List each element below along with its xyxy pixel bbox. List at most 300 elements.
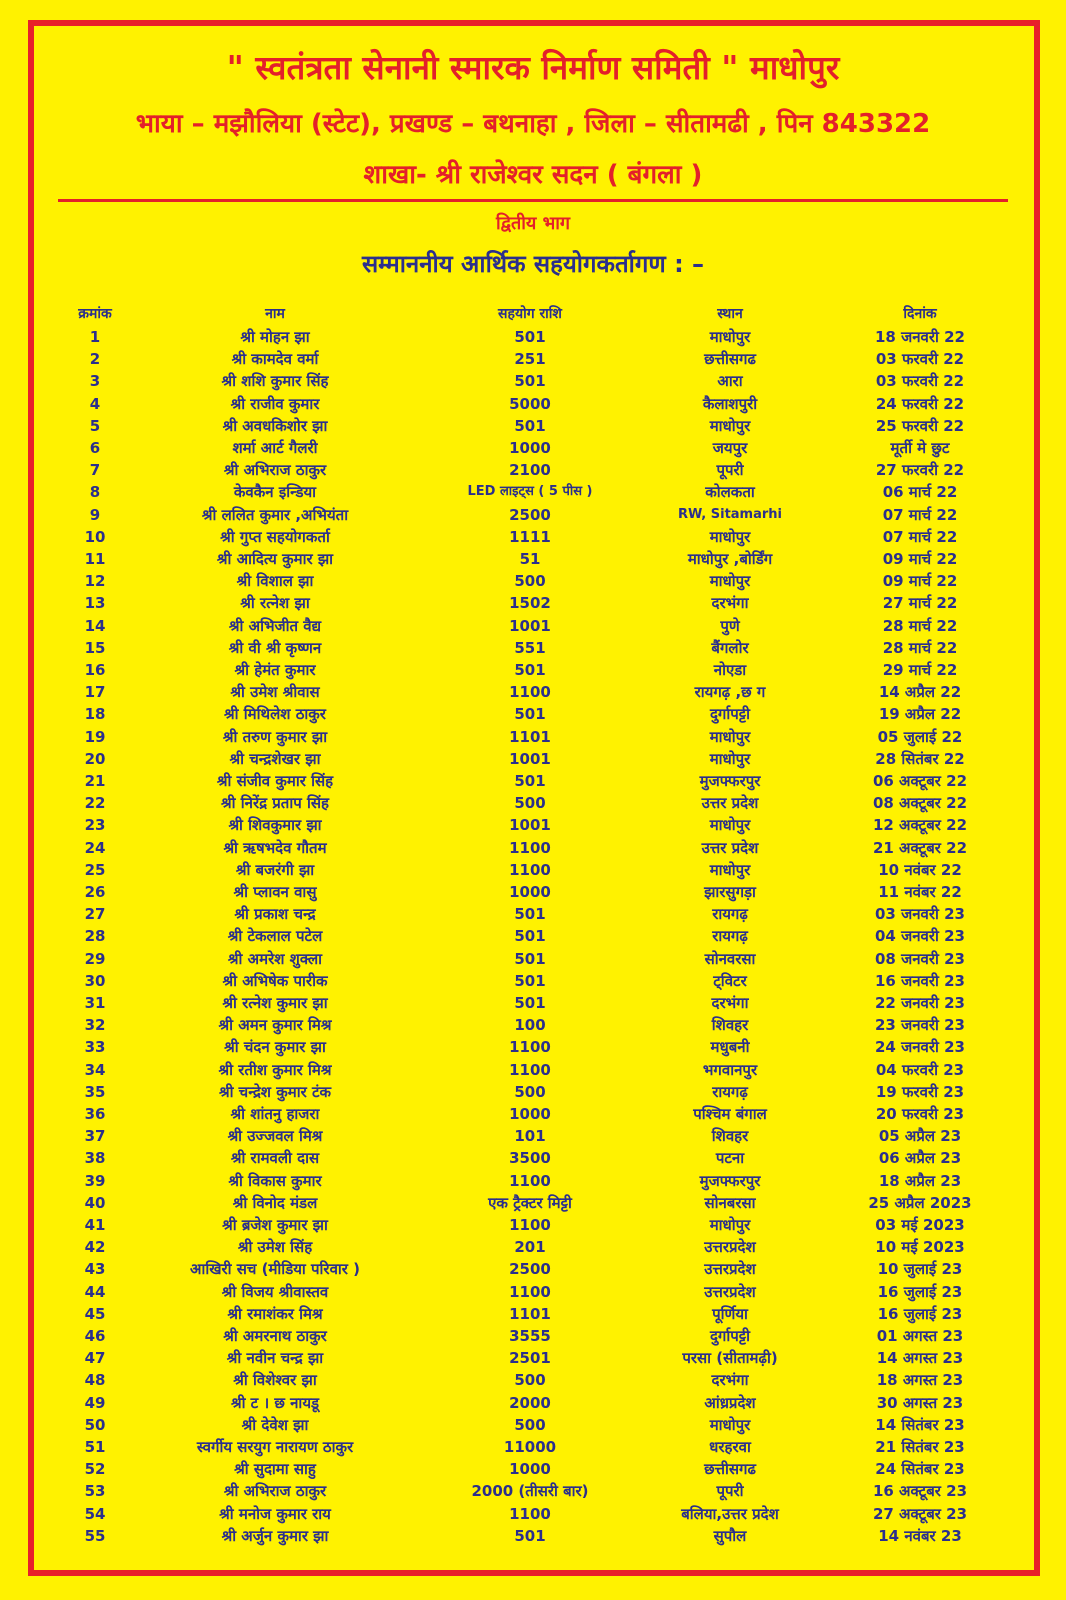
- table-row: [0, 681, 1066, 703]
- date-cell: 18 जनवरी 22: [874, 328, 965, 346]
- amount-cell: 1001: [509, 616, 551, 635]
- place-cell: माधोपुर: [709, 1216, 751, 1234]
- table-row: [0, 1103, 1066, 1125]
- amount-cell: 500: [514, 1415, 546, 1434]
- serial-cell: 20: [84, 749, 106, 768]
- name-cell: श्री चंदन कुमार झा: [224, 1038, 326, 1057]
- table-row: [0, 459, 1066, 481]
- table-row: [0, 1325, 1066, 1347]
- table-row: [0, 1192, 1066, 1214]
- table-row: [0, 726, 1066, 748]
- table-row: [0, 481, 1066, 503]
- place-cell: मधुबनी: [710, 1038, 750, 1057]
- date-cell: 20 फरवरी 23: [875, 1105, 965, 1123]
- amount-cell: 1111: [509, 527, 551, 546]
- table-row: [0, 703, 1066, 725]
- name-cell: श्री उज्जवल मिश्र: [227, 1127, 323, 1146]
- serial-cell: 43: [84, 1260, 106, 1279]
- table-row: [0, 1059, 1066, 1081]
- amount-cell: 500: [514, 572, 546, 591]
- name-cell: आखिरी सच (मीडिया परिवार ): [189, 1260, 361, 1279]
- table-row: [0, 326, 1066, 348]
- poster-title: " स्वतंत्रता सेनानी स्मारक निर्माण समिती " माधोपुर: [226, 48, 840, 87]
- name-cell: श्री राजीव कुमार: [230, 394, 320, 413]
- serial-cell: 40: [84, 1193, 106, 1212]
- serial-cell: 26: [84, 883, 106, 901]
- place-cell: पूपरी: [716, 1482, 744, 1501]
- place-cell: माधोपुर: [709, 749, 751, 768]
- date-cell: 04 फरवरी 23: [875, 1060, 965, 1079]
- table-row: [0, 348, 1066, 370]
- date-cell: 19 फरवरी 23: [875, 1082, 965, 1101]
- date-cell: 07 मार्च 22: [882, 505, 958, 524]
- name-cell: श्री कामदेव वर्मा: [231, 350, 319, 369]
- amount-cell: 2500: [509, 505, 551, 524]
- name-cell: श्री वी श्री कृष्णन: [228, 638, 322, 657]
- name-cell: श्री अभिजीत वैद्य: [228, 616, 322, 635]
- amount-cell: 11000: [503, 1438, 557, 1456]
- serial-cell: 14: [84, 616, 106, 635]
- column-header-name: नाम: [265, 306, 285, 322]
- amount-cell: 3555: [509, 1327, 551, 1345]
- date-cell: 18 अप्रैल 23: [878, 1171, 962, 1190]
- name-cell: श्री विकास कुमार: [228, 1171, 322, 1190]
- serial-cell: 27: [84, 905, 106, 924]
- serial-cell: 34: [84, 1060, 106, 1079]
- date-cell: 21 अक्टूबर 22: [872, 838, 968, 857]
- name-cell: श्री अर्जुन कुमार झा: [221, 1526, 329, 1545]
- date-cell: 04 जनवरी 23: [874, 927, 965, 946]
- date-cell: 25 अप्रैल 2023: [868, 1193, 972, 1212]
- serial-cell: 37: [84, 1127, 106, 1146]
- serial-cell: 49: [84, 1393, 106, 1412]
- serial-cell: 42: [84, 1238, 106, 1257]
- serial-cell: 41: [84, 1216, 106, 1234]
- name-cell: श्री शिवकुमार झा: [228, 816, 322, 835]
- amount-cell: 5000: [509, 394, 551, 413]
- amount-cell: 2500: [509, 1260, 551, 1279]
- divider: [58, 199, 1008, 202]
- place-cell: उत्तर प्रदेश: [701, 838, 759, 857]
- name-cell: श्री शांतनु हाजरा: [230, 1105, 320, 1123]
- place-cell: उत्तरप्रदेश: [704, 1238, 756, 1257]
- amount-cell: 2100: [509, 461, 551, 480]
- amount-cell: 1100: [509, 1282, 551, 1301]
- serial-cell: 44: [84, 1282, 106, 1301]
- place-cell: नोएडा: [713, 661, 747, 679]
- place-cell: सोनबरसा: [704, 1193, 756, 1212]
- serial-cell: 53: [84, 1482, 106, 1501]
- table-row: [0, 1258, 1066, 1280]
- serial-cell: 55: [84, 1526, 106, 1545]
- serial-cell: 2: [89, 350, 101, 369]
- place-cell: बलिया,उत्तर प्रदेश: [681, 1504, 779, 1523]
- serial-cell: 3: [89, 372, 101, 391]
- place-cell: धरहरवा: [709, 1438, 751, 1456]
- name-cell: श्री अमरेश शुक्ला: [227, 949, 323, 968]
- name-cell: स्वर्गीय सरयुग नारायण ठाकुर: [196, 1438, 354, 1456]
- date-cell: 09 मार्च 22: [882, 572, 958, 591]
- name-cell: श्री हेमंत कुमार: [234, 661, 316, 679]
- serial-cell: 28: [84, 927, 106, 946]
- place-cell: उत्तर प्रदेश: [701, 794, 759, 813]
- table-row: [0, 415, 1066, 437]
- name-cell: श्री उमेश सिंह: [237, 1238, 313, 1257]
- place-cell: रायगढ़: [712, 927, 748, 946]
- date-cell: 03 फरवरी 22: [875, 372, 965, 391]
- date-cell: 30 अगस्त 23: [876, 1393, 964, 1412]
- name-cell: श्री प्रकाश चन्द्र: [234, 905, 316, 924]
- amount-cell: 501: [514, 949, 546, 968]
- place-cell: माधोपुर: [709, 816, 751, 835]
- amount-cell: 501: [514, 705, 546, 724]
- place-cell: माधोपुर: [709, 572, 751, 591]
- table-row: [0, 1392, 1066, 1414]
- table-row: [0, 1503, 1066, 1525]
- table-row: [0, 1414, 1066, 1436]
- amount-cell: 1101: [509, 1304, 551, 1323]
- serial-cell: 52: [84, 1460, 106, 1479]
- serial-cell: 47: [84, 1349, 106, 1368]
- name-cell: श्री गुप्त सहयोगकर्ता: [220, 527, 330, 546]
- amount-cell: 501: [514, 772, 546, 790]
- date-cell: 09 मार्च 22: [882, 550, 958, 568]
- amount-cell: 1100: [509, 1504, 551, 1523]
- serial-cell: 23: [84, 816, 106, 835]
- branch-line: शाखा- श्री राजेश्वर सदन ( बंगला ): [363, 160, 703, 190]
- date-cell: 24 सितंबर 23: [875, 1460, 965, 1479]
- date-cell: 25 फरवरी 22: [875, 416, 965, 435]
- serial-cell: 51: [84, 1438, 106, 1456]
- amount-cell: 51: [519, 550, 541, 568]
- table-row: [0, 1081, 1066, 1103]
- table-row: [0, 637, 1066, 659]
- address-line: भाया – मझौलिया (स्टेट), प्रखण्ड – बथनाहा , जिला – सीतामढी , पिन 843322: [135, 109, 931, 139]
- name-cell: श्री आदित्य कुमार झा: [216, 550, 334, 568]
- table-row: [0, 814, 1066, 836]
- amount-cell: 501: [514, 971, 546, 990]
- serial-cell: 35: [84, 1082, 106, 1101]
- table-row: [0, 948, 1066, 970]
- date-cell: 14 सितंबर 23: [875, 1415, 965, 1434]
- serial-cell: 50: [84, 1415, 106, 1434]
- serial-cell: 10: [84, 527, 106, 546]
- date-cell: 22 जनवरी 23: [874, 994, 965, 1012]
- place-cell: माधोपुर: [709, 727, 751, 746]
- table-row: [0, 504, 1066, 526]
- amount-cell: 1100: [509, 683, 551, 702]
- table-row: [0, 592, 1066, 614]
- name-cell: श्री नवीन चन्द्र झा: [226, 1349, 324, 1368]
- date-cell: 03 जनवरी 23: [874, 905, 965, 924]
- table-row: [0, 859, 1066, 881]
- column-header-place: स्थान: [717, 306, 743, 322]
- place-cell: आरा: [717, 372, 743, 391]
- date-cell: 24 जनवरी 23: [874, 1038, 965, 1057]
- name-cell: श्री अमरनाथ ठाकुर: [223, 1327, 327, 1345]
- name-cell: श्री रत्नेश कुमार झा: [222, 994, 328, 1012]
- name-cell: श्री तरुण कुमार झा: [222, 727, 328, 746]
- amount-cell: 551: [514, 638, 546, 657]
- table-row: [0, 615, 1066, 637]
- place-cell: बैंगलोर: [711, 638, 749, 657]
- date-cell: 28 मार्च 22: [882, 638, 958, 657]
- amount-cell: 2501: [509, 1349, 551, 1368]
- amount-cell: 3500: [509, 1149, 551, 1168]
- column-header-date: दिनांक: [903, 306, 937, 322]
- amount-cell: एक ट्रैक्टर मिट्टी: [488, 1193, 572, 1212]
- place-cell: ट्विटर: [713, 971, 747, 990]
- table-row: [0, 1147, 1066, 1169]
- amount-cell: 501: [514, 416, 546, 435]
- part-label: द्वितीय भाग: [495, 213, 571, 234]
- serial-cell: 7: [89, 461, 101, 480]
- place-cell: माधोपुर ,बोर्डिंग: [687, 550, 773, 568]
- place-cell: कोलकता: [705, 483, 755, 502]
- amount-cell: 251: [514, 350, 546, 369]
- amount-cell: 1101: [509, 727, 551, 746]
- serial-cell: 38: [84, 1149, 106, 1168]
- table-row: [0, 437, 1066, 459]
- serial-cell: 15: [84, 638, 106, 657]
- name-cell: शर्मा आर्ट गैलरी: [232, 439, 318, 457]
- date-cell: 06 अक्टूबर 22: [872, 772, 968, 790]
- serial-cell: 6: [89, 439, 101, 457]
- date-cell: 08 जनवरी 23: [874, 949, 965, 968]
- name-cell: श्री अवधकिशोर झा: [222, 416, 328, 435]
- amount-cell: 501: [514, 927, 546, 946]
- serial-cell: 18: [84, 705, 106, 724]
- serial-cell: 4: [89, 394, 101, 413]
- amount-cell: 501: [514, 905, 546, 924]
- table-row: [0, 792, 1066, 814]
- name-cell: श्री शशि कुमार सिंह: [221, 372, 329, 391]
- amount-cell: 501: [514, 328, 546, 346]
- place-cell: परसा (सीतामढ़ी): [682, 1349, 778, 1368]
- name-cell: श्री ट । छ नायडू: [230, 1393, 320, 1412]
- date-cell: 12 अक्टूबर 22: [872, 816, 968, 835]
- serial-cell: 31: [84, 994, 106, 1012]
- name-cell: श्री उमेश श्रीवास: [230, 683, 320, 702]
- amount-cell: 1000: [509, 439, 551, 457]
- name-cell: श्री ब्रजेश कुमार झा: [222, 1216, 328, 1234]
- name-cell: श्री देवेश झा: [241, 1415, 309, 1434]
- amount-cell: 1100: [509, 838, 551, 857]
- name-cell: श्री विशाल झा: [236, 572, 314, 591]
- serial-cell: 21: [84, 772, 106, 790]
- table-row: [0, 1281, 1066, 1303]
- date-cell: 10 मई 2023: [875, 1238, 965, 1257]
- table-row: [0, 1236, 1066, 1258]
- serial-cell: 11: [84, 550, 106, 568]
- table-row: [0, 903, 1066, 925]
- place-cell: दरभंगा: [711, 594, 749, 613]
- place-cell: भगवानपुर: [702, 1060, 758, 1079]
- serial-cell: 8: [89, 483, 101, 502]
- place-cell: दरभंगा: [711, 1371, 749, 1390]
- amount-cell: 1100: [509, 860, 551, 879]
- date-cell: 14 अगस्त 23: [876, 1349, 964, 1368]
- date-cell: 18 अगस्त 23: [876, 1371, 964, 1390]
- table-row: [0, 526, 1066, 548]
- date-cell: 16 जनवरी 23: [874, 971, 965, 990]
- amount-cell: 1000: [509, 1460, 551, 1479]
- table-row: [0, 1347, 1066, 1369]
- name-cell: श्री अभिषेक पारीक: [222, 971, 328, 990]
- table-row: [0, 1525, 1066, 1547]
- serial-cell: 29: [84, 949, 106, 968]
- name-cell: श्री बजरंगी झा: [235, 860, 315, 879]
- place-cell: सुपौल: [713, 1526, 747, 1545]
- date-cell: 16 अक्टूबर 23: [872, 1482, 968, 1501]
- serial-cell: 12: [84, 572, 106, 591]
- date-cell: 01 अगस्त 23: [876, 1327, 964, 1345]
- amount-cell: 500: [514, 1371, 546, 1390]
- name-cell: श्री सुदामा साहु: [234, 1460, 316, 1479]
- column-header-serial: क्रमांक: [78, 306, 112, 322]
- serial-cell: 9: [89, 505, 101, 524]
- date-cell: 10 नवंबर 22: [878, 860, 962, 879]
- amount-cell: 500: [514, 1082, 546, 1101]
- serial-cell: 48: [84, 1371, 106, 1390]
- place-cell: दरभंगा: [711, 994, 749, 1012]
- place-cell: मुजफ्फरपुर: [699, 1171, 761, 1190]
- amount-cell: 501: [514, 1526, 546, 1545]
- table-row: [0, 925, 1066, 947]
- table-row: [0, 748, 1066, 770]
- serial-cell: 39: [84, 1171, 106, 1190]
- table-row: [0, 837, 1066, 859]
- date-cell: 06 अप्रैल 23: [878, 1149, 962, 1168]
- serial-cell: 25: [84, 860, 106, 879]
- place-cell: पटना: [715, 1149, 745, 1168]
- serial-cell: 5: [89, 416, 101, 435]
- place-cell: दुर्गापट्टी: [709, 1327, 751, 1345]
- place-cell: रायगढ़: [712, 1082, 748, 1101]
- serial-cell: 45: [84, 1304, 106, 1323]
- table-row: [0, 370, 1066, 392]
- place-cell: उत्तरप्रदेश: [704, 1260, 756, 1279]
- serial-cell: 13: [84, 594, 106, 613]
- table-row: [0, 970, 1066, 992]
- serial-cell: 16: [84, 661, 106, 679]
- place-cell: छत्तीसगढ: [704, 1460, 756, 1479]
- date-cell: 05 अप्रैल 23: [878, 1127, 962, 1146]
- amount-cell: 1100: [509, 1038, 551, 1057]
- table-row: [0, 1369, 1066, 1391]
- amount-cell: 501: [514, 661, 546, 679]
- place-cell: माधोपुर: [709, 860, 751, 879]
- amount-cell: 100: [514, 1016, 546, 1035]
- place-cell: जयपुर: [712, 439, 748, 457]
- amount-cell: 1100: [509, 1060, 551, 1079]
- date-cell: 28 मार्च 22: [882, 616, 958, 635]
- table-row: [0, 881, 1066, 903]
- date-cell: 03 मई 2023: [875, 1216, 965, 1234]
- place-cell: पश्चिम बंगाल: [693, 1105, 767, 1123]
- table-row: [0, 1014, 1066, 1036]
- name-cell: श्री रतीश कुमार मिश्र: [218, 1060, 332, 1079]
- name-cell: श्री प्लावन वासु: [233, 883, 317, 901]
- table-row: [0, 393, 1066, 415]
- amount-cell: 1502: [509, 594, 551, 613]
- table-header: [0, 303, 1066, 325]
- date-cell: 14 अप्रैल 22: [878, 683, 962, 702]
- table-row: [0, 770, 1066, 792]
- serial-cell: 24: [84, 838, 106, 857]
- amount-cell: 2000: [509, 1393, 551, 1412]
- date-cell: 27 मार्च 22: [882, 594, 958, 613]
- place-cell: माधोपुर: [709, 1415, 751, 1434]
- table-row: [0, 992, 1066, 1014]
- amount-cell: 1001: [509, 816, 551, 835]
- place-cell: आंध्रप्रदेश: [704, 1393, 756, 1412]
- place-cell: माधोपुर: [709, 416, 751, 435]
- name-cell: श्री अभिराज ठाकुर: [223, 1482, 327, 1501]
- contributors-heading: सम्माननीय आर्थिक सहयोगकर्तागण : –: [361, 250, 705, 278]
- place-cell: रायगढ़: [712, 905, 748, 924]
- serial-cell: 22: [84, 794, 106, 813]
- name-cell: श्री रत्नेश झा: [240, 594, 310, 613]
- table-row: [0, 1480, 1066, 1502]
- date-cell: 08 अक्टूबर 22: [872, 794, 968, 813]
- name-cell: श्री रमाशंकर मिश्र: [227, 1304, 323, 1323]
- name-cell: श्री अभिराज ठाकुर: [223, 461, 327, 480]
- serial-cell: 46: [84, 1327, 106, 1345]
- date-cell: 05 जुलाई 22: [877, 727, 963, 746]
- amount-cell: 1000: [509, 1105, 551, 1123]
- name-cell: श्री चन्द्रेश कुमार टंक: [218, 1082, 332, 1101]
- serial-cell: 19: [84, 727, 106, 746]
- date-cell: 11 नवंबर 22: [878, 883, 962, 901]
- name-cell: श्री अमन कुमार मिश्र: [218, 1016, 332, 1035]
- amount-cell: 501: [514, 372, 546, 391]
- place-cell: माधोपुर: [709, 527, 751, 546]
- name-cell: श्री रामवली दास: [230, 1149, 320, 1168]
- place-cell: RW, Sitamarhi: [678, 506, 782, 522]
- name-cell: श्री मिथिलेश ठाकुर: [224, 705, 326, 724]
- name-cell: श्री टेकलाल पटेल: [227, 927, 323, 946]
- table-row: [0, 1458, 1066, 1480]
- serial-cell: 17: [84, 683, 106, 702]
- place-cell: माधोपुर: [709, 328, 751, 346]
- amount-cell: LED लाइट्स ( 5 पीस ): [467, 484, 593, 500]
- amount-cell: 1001: [509, 749, 551, 768]
- name-cell: श्री विनोद मंडल: [232, 1193, 318, 1212]
- place-cell: झारसुगड़ा: [704, 883, 756, 901]
- table-row: [0, 1303, 1066, 1325]
- amount-cell: 101: [514, 1127, 546, 1146]
- date-cell: 24 फरवरी 22: [875, 394, 965, 413]
- place-cell: मुजफ्फरपुर: [699, 772, 761, 790]
- table-row: [0, 1214, 1066, 1236]
- name-cell: श्री मनोज कुमार राय: [219, 1504, 331, 1523]
- place-cell: शिवहर: [711, 1127, 749, 1146]
- amount-cell: 1100: [509, 1216, 551, 1234]
- place-cell: सोनवरसा: [704, 949, 756, 968]
- column-header-amount: सहयोग राशि: [498, 306, 562, 322]
- amount-cell: 1000: [509, 883, 551, 901]
- table-row: [0, 570, 1066, 592]
- place-cell: शिवहर: [711, 1016, 749, 1035]
- date-cell: 21 सितंबर 23: [875, 1438, 965, 1456]
- amount-cell: 2000 (तीसरी बार): [471, 1482, 589, 1501]
- date-cell: 14 नवंबर 23: [878, 1526, 962, 1545]
- date-cell: 16 जुलाई 23: [877, 1304, 963, 1323]
- table-row: [0, 1036, 1066, 1058]
- name-cell: श्री संजीव कुमार सिंह: [216, 772, 334, 790]
- serial-cell: 30: [84, 971, 106, 990]
